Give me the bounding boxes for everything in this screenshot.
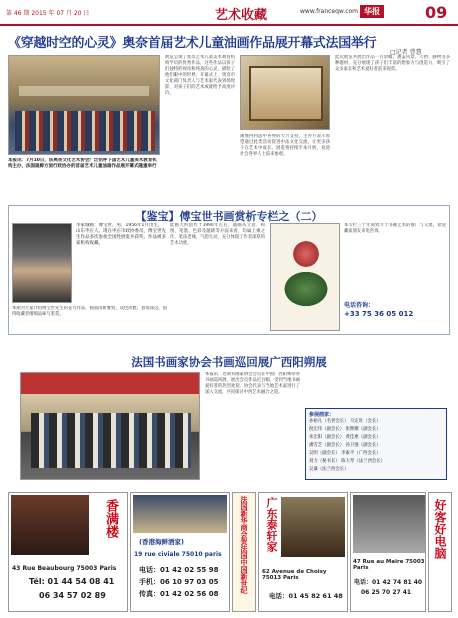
ad-taixuanjia-name: 广东泰轩家 <box>265 497 278 552</box>
ad-maire-address: 47 Rue au Maire 75003 Paris <box>353 559 425 571</box>
artist-portrait <box>12 223 72 303</box>
painter-list-title: 参展画家： <box>309 412 335 418</box>
restaurant-photo <box>11 495 89 555</box>
article2-title: 【鉴宝】傅宝世书画赏析专栏之（二） <box>135 210 323 223</box>
ad-haoke-name: 好客好电脑 <box>433 499 447 559</box>
contact-phone[interactable]: +33 75 36 05 012 <box>344 310 414 318</box>
painter-row: 刘力（秘书长） 陈大琴（法兰西会长） <box>309 459 386 464</box>
ad-taixuanjia-address: 62 Avenue de Choisy 75013 Paris <box>262 569 327 581</box>
article1-body-col2: 画展得到法中各界的大力支持，主办方表示希望通过此类活动促进中法文化交流，让更多孩子在艺术中成长。展览将持续至本月底，欢迎社会各界人士前来参观。 <box>240 134 330 157</box>
group-photo <box>20 372 200 480</box>
shop-photo <box>353 495 425 553</box>
article1-body-col1: 展览呈现了奥奈艺术儿童美术教育机构学员的优秀作品，这些作品以孩子们独特的视角和纯真的心灵，描绘了他们眼中的世界。开幕式上，奥奈市文化部门负责人与艺术家代表到场致辞，对孩子们的艺术成就给予高度评价。 <box>165 55 235 96</box>
painter-row: 孙裕凡（名誉会长） 马定旺（会长） <box>309 419 381 424</box>
contact-label: 电话咨询： <box>344 302 375 309</box>
ad-rue-au-maire[interactable] <box>350 492 426 612</box>
paper-name: 华报 <box>360 5 384 18</box>
ad-taixuanjia[interactable] <box>258 492 348 612</box>
site-url[interactable]: www.franceqw.com <box>300 8 359 15</box>
ad-hk-seafood-tel1: 电话：01 42 02 55 98 <box>139 566 219 574</box>
section-title: 艺术收藏 <box>215 8 268 23</box>
article2-caption: 李家城画：傅宝世，男，1956年1月出生，山东枣庄人。现在枣庄市政协委员，傅宝世先生作品多次参加全国性展览并获奖，作品被多家机构收藏。 <box>76 223 166 246</box>
issue-label: 第 46 期 2015 年 07 月 20 日 <box>6 10 90 17</box>
ad-hk-seafood[interactable] <box>130 492 230 612</box>
ad-hk-seafood-title: (香港海鲜酒家) <box>139 538 184 546</box>
seafood-restaurant-photo <box>133 495 227 533</box>
painter-list-box <box>305 408 447 480</box>
article1-caption: 本报讯：7月10日，法奥奈文化艺术协会广泛招呼下国艺术儿童美术教育机构主办，法国画廊方面行政协办的首届艺术儿童油画作品展开幕式隆重举行 <box>8 158 157 169</box>
taixuanjia-photo <box>281 497 345 557</box>
ad-hk-seafood-address: 19 rue civiale 75010 paris <box>134 551 222 558</box>
ad-taixuanjia-tel: 电话：01 45 82 61 48 <box>269 592 343 600</box>
ad-xiangmanlou-tel2: 06 34 57 02 89 <box>39 591 106 600</box>
ad-maire-tel2: 06 25 70 27 41 <box>361 589 412 596</box>
article1-title: 《穿越时空的心灵》奥奈首届艺术儿童油画作品展开幕式法国举行 <box>8 36 377 51</box>
article2-body-col3: 本专栏三十年间致力于书画艺术的推广与交流，欢迎藏家朋友来电咨询。 <box>344 223 446 234</box>
ad-haoke-computer[interactable] <box>428 492 452 612</box>
ad-xiangmanlou[interactable] <box>8 492 128 612</box>
ad-maire-tel1: 电话：01 42 74 81 40 <box>354 579 423 586</box>
ad-xiangmanlou-address: 43 Rue Beaubourg 75003 Paris <box>12 565 117 572</box>
ad-xiangmanlou-tel1: Tél: 01 44 54 08 41 <box>29 577 115 586</box>
painter-row: 吴谦（法兰西会长） <box>309 467 349 472</box>
exhibition-photo <box>8 55 160 155</box>
painting-photo <box>240 55 330 130</box>
painter-row: 吴明（副会长） 李素平（广西会长） <box>309 451 381 456</box>
ad-chamber-text: 法国新华商会贺法国中国新世纪 <box>240 496 249 594</box>
article1-byline: □记者 曹慧 <box>390 49 422 56</box>
ad-hk-seafood-tel2: 手机：06 10 97 03 05 <box>139 578 219 586</box>
article1-body-col3: 此次展览共展出作品一百余幅，涵盖风景、人物、静物等多种题材，充分展现了孩子们丰富的想象力与创造力，吸引了众多家长和艺术爱好者前来观赏。 <box>335 55 450 72</box>
article3-title: 法国书画家协会书画巡回展广西阳朔展 <box>131 355 327 369</box>
article3-body: 本报讯：近期书画家协会会员在中国广西阳朔举办书画巡回展，展出会员作品近百幅，受到当地书画爱好者的热烈欢迎。协会代表与当地艺术家进行了深入交流，共同探讨中西艺术融合之道。 <box>205 372 300 395</box>
ad-chamber-greeting <box>232 492 256 612</box>
painter-row: 潘雪芝（副会长） 孙卫强（副会长） <box>309 443 381 448</box>
article2-body-col2: 本期为大家介绍傅宝世先生的花鸟作品，画面清新雅致，设色淡雅，意境深远，值得收藏者细细品味与鉴赏。 <box>12 306 167 317</box>
ad-hk-seafood-tel3: 传真：01 42 02 56 08 <box>139 590 219 598</box>
painter-row: 朱宏阳（副会长） 黄佳惠（副会长） <box>309 435 381 440</box>
page-header <box>0 0 458 26</box>
ad-xiangmanlou-name: 香满楼 <box>103 499 118 538</box>
article2-body-col1: 此画大约创作于1990年左右，题画从立意、构图、笔墨、色彩及题跋等方面来看，均属上乘之作，笔法老辣，气韵生动，充分体现了作者深厚的艺术功底。 <box>170 223 265 246</box>
page-number: 09 <box>425 3 448 22</box>
painter-row: 倪宏伟（副会长） 张继耀（副会长） <box>309 427 381 432</box>
flower-painting <box>270 223 340 331</box>
